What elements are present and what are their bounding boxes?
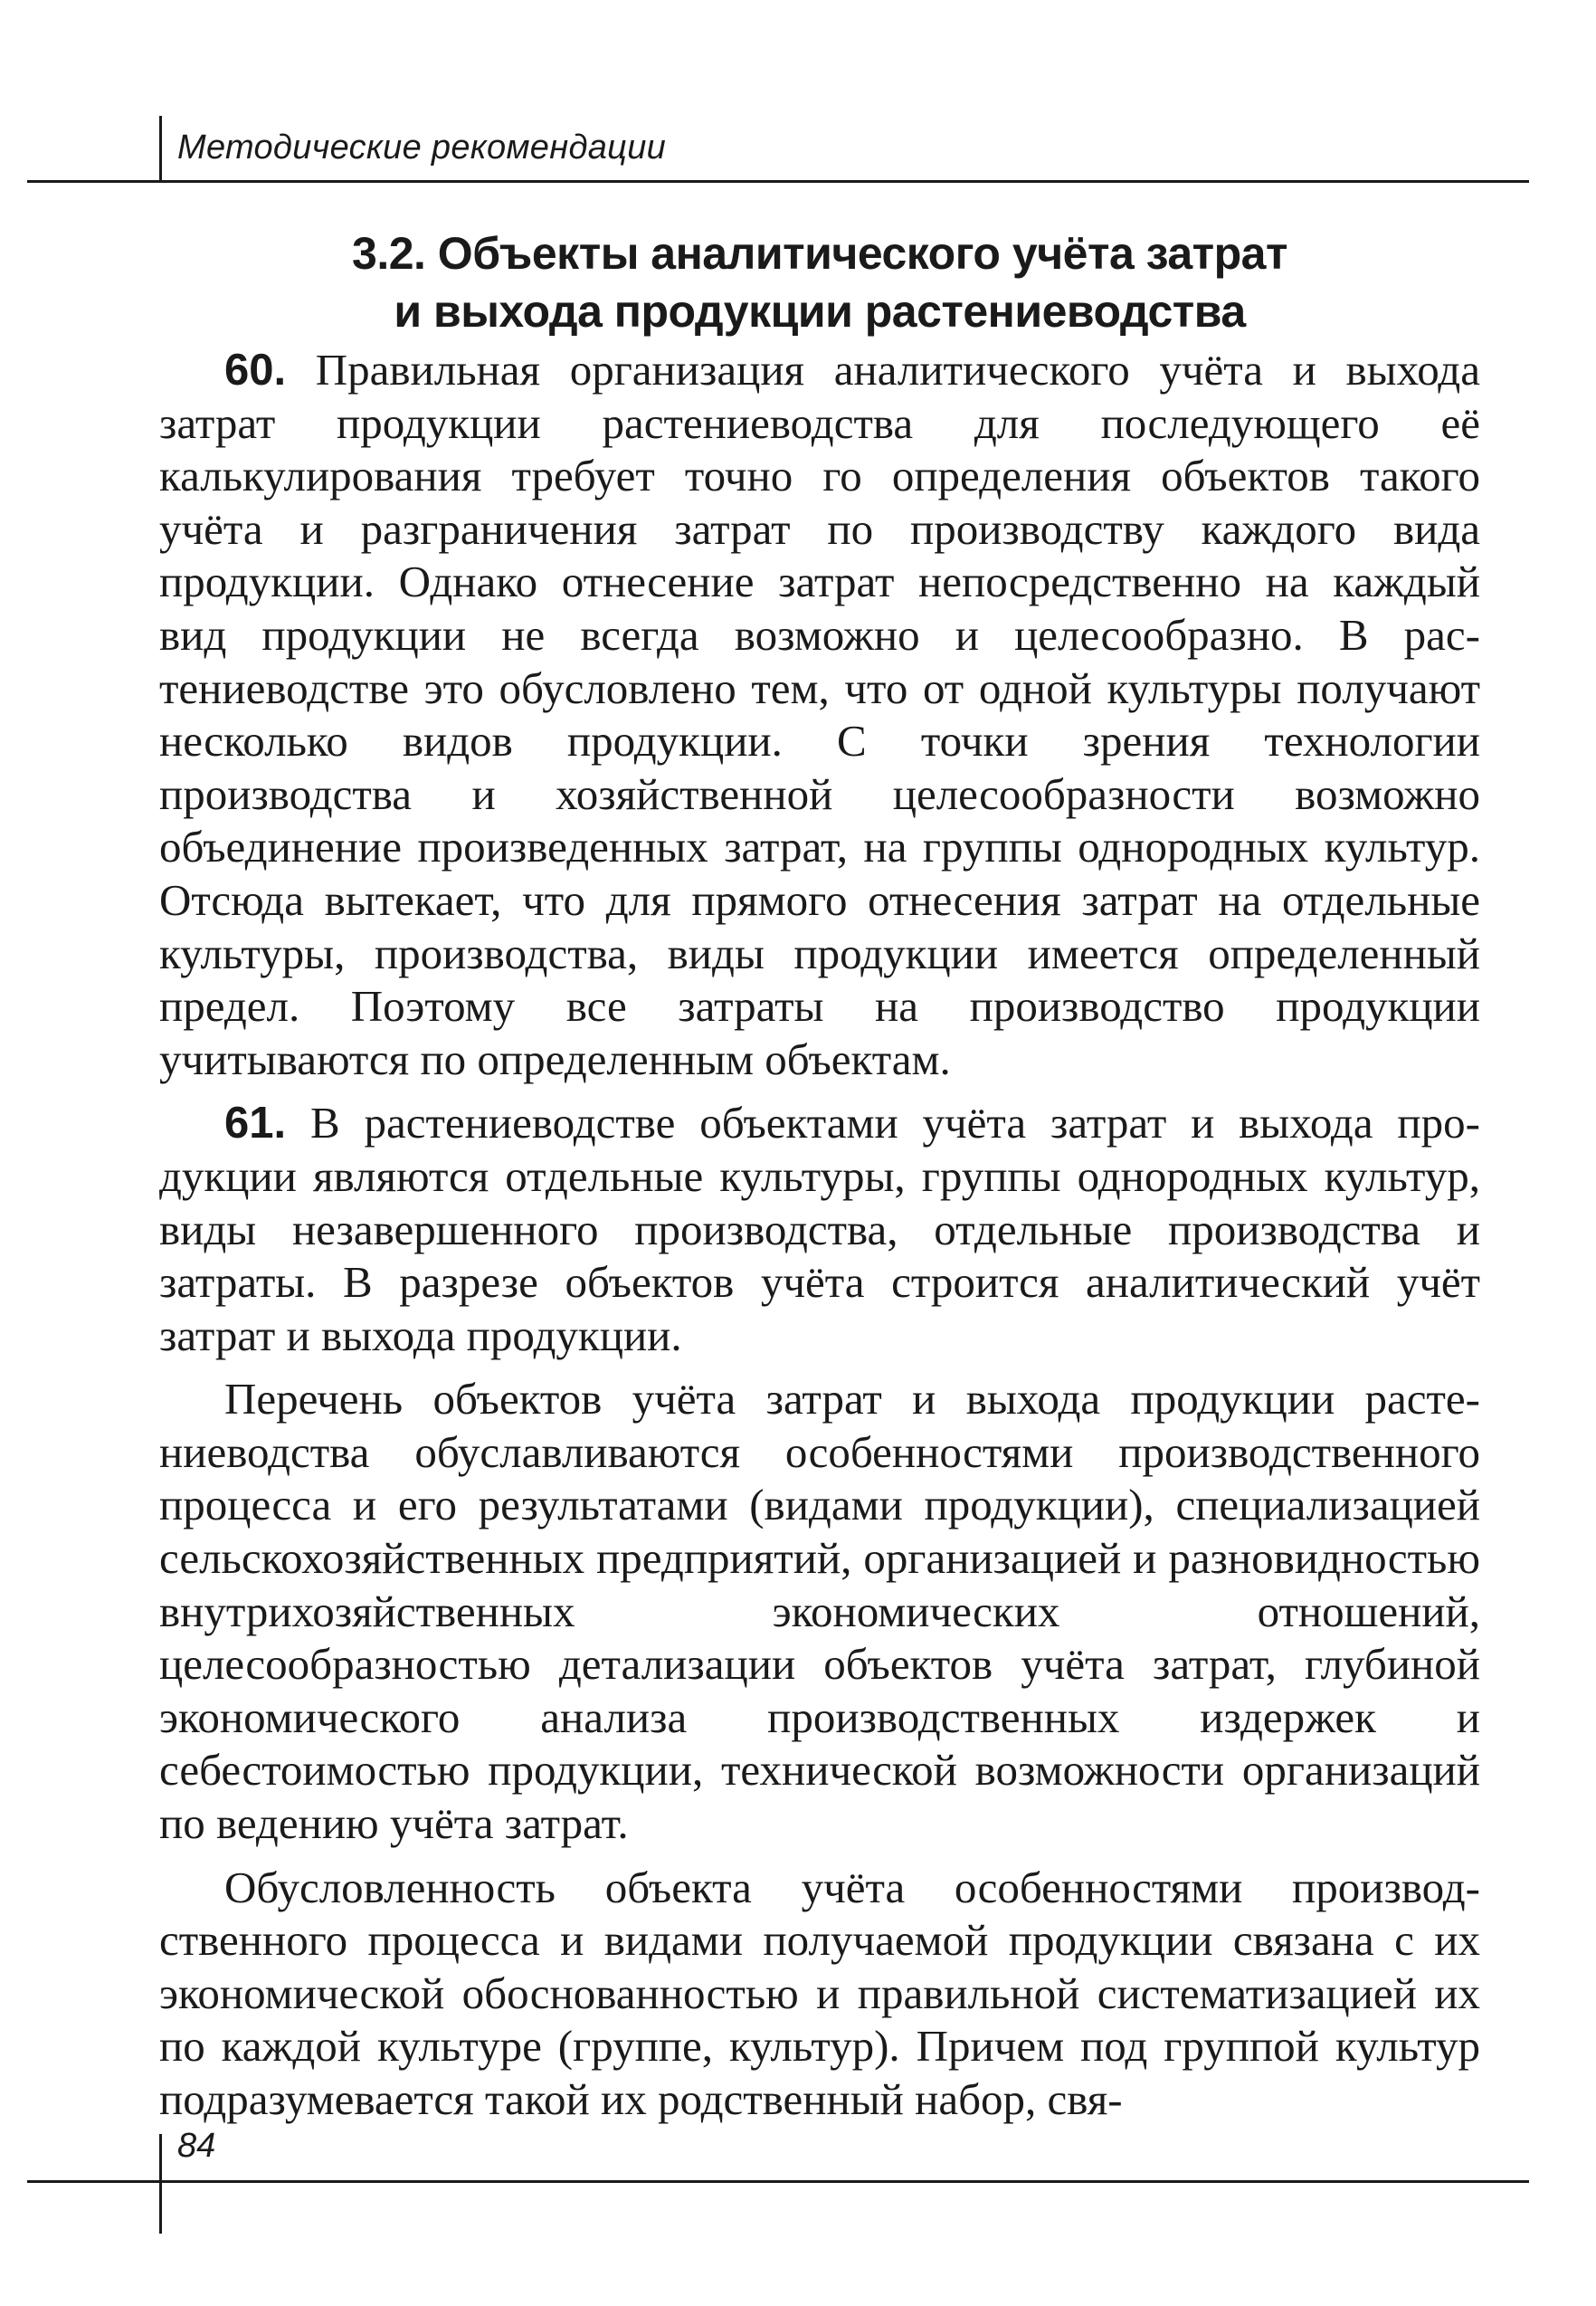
paragraph-text: В растениеводстве объектами учёта затрат и выхода продукции являются отдельные культуры, группы однородных культур, виды незавершенного производства, отдельные производства и затраты. В разрезе объектов учёта строится аналитический учёт затрат и выхода продукции. xyxy=(159,1098,1480,1360)
footer-horizontal-rule xyxy=(27,2180,1529,2183)
paragraph-text: Перечень объектов учёта затрат и выхода продукции растениеводства обуславливаются особенностями производственного процесса и его результатами (видами продукции), специализацией сельскохозяйственных предприятий, организацией и разновидностью внутрихозяйственных экономических отношений, целесообразностью детализации объектов учёта затрат, глубиной экономического анализа производственных издержек и себестоимостью продукции, технической возможности организаций по ведению учёта затрат. xyxy=(159,1374,1480,1849)
paragraph-objects-list xyxy=(159,1373,1480,1850)
section-title xyxy=(159,224,1480,340)
paragraph-conditioning xyxy=(159,1862,1480,2127)
paragraph-number: 61. xyxy=(224,1099,287,1148)
paragraph-text: Обусловленность объекта учёта особенностями производственного процесса и видами получаемой продукции связана с их экономической обоснованностью и правильной систематизацией их по каждой культуре (группе, культур). Причем под группой культур подразумевается такой их родственный набор, свя- xyxy=(159,1862,1480,2124)
running-title: Методические рекомендации xyxy=(177,129,667,167)
footer-vertical-rule xyxy=(159,2134,162,2234)
header-horizontal-rule xyxy=(27,180,1529,183)
paragraph-number: 60. xyxy=(224,346,287,395)
body-text xyxy=(159,344,1480,2127)
section-title-line-1: 3.2. Объекты аналитического учёта затрат xyxy=(352,228,1287,279)
header-vertical-rule xyxy=(159,116,162,183)
paragraph-61 xyxy=(159,1097,1480,1362)
paragraph-text: Правильная организация аналитического учёта и выхода затрат продукции растениеводства для последующего её калькулирования требует точно го определения объектов такого учёта и разграничения затрат по производству каждого вида продукции. Однако отнесение затрат непосредственно на каждый вид продукции не всегда возможно и целесообразно. В растениеводстве это обусловлено тем, что от одной культуры получают несколько видов продукции. С точки зрения технологии производства и хозяйственной целесообразности возможно объединение произведенных затрат, на группы однородных культур. Отсюда вытекает, что для прямого отнесения затрат на отдельные культуры, производства, виды продукции имеется определенный предел. Поэтому все затраты на производство продукции учитываются по определенным объектам. xyxy=(159,345,1480,1084)
paragraph-60 xyxy=(159,344,1480,1086)
section-title-line-2: и выхода продукции растениеводства xyxy=(394,286,1246,337)
page-number: 84 xyxy=(177,2127,216,2165)
